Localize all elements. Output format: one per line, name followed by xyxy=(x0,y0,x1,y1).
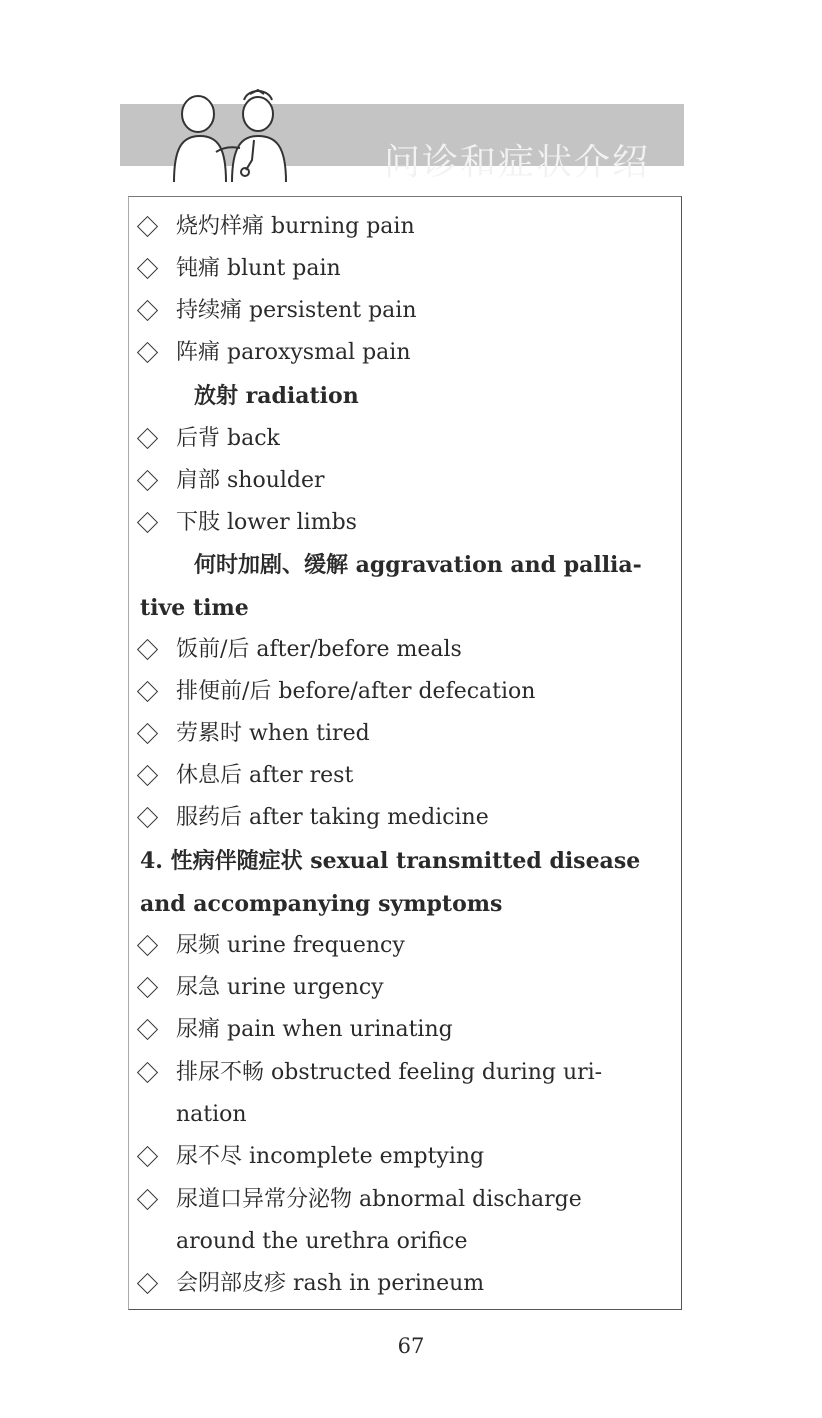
section-heading-4-cont: and accompanying symptoms xyxy=(140,891,503,917)
list-item-continuation: around the urethra orifice xyxy=(176,1229,468,1254)
subheading-aggravation-cont: tive time xyxy=(140,595,249,621)
list-item-continuation: nation xyxy=(176,1102,247,1127)
section-heading-4: 4. 性病伴随症状 sexual transmitted disease xyxy=(140,848,641,874)
page-number: 67 xyxy=(397,1334,425,1358)
chapter-title: 问诊和症状介绍 xyxy=(383,142,650,183)
subheading-radiation: 放射 radiation xyxy=(194,383,359,409)
subheading-aggravation: 何时加剧、缓解 aggravation and pallia- xyxy=(194,552,642,578)
doctor-patient-illustration xyxy=(160,86,300,182)
section-header xyxy=(120,86,684,182)
